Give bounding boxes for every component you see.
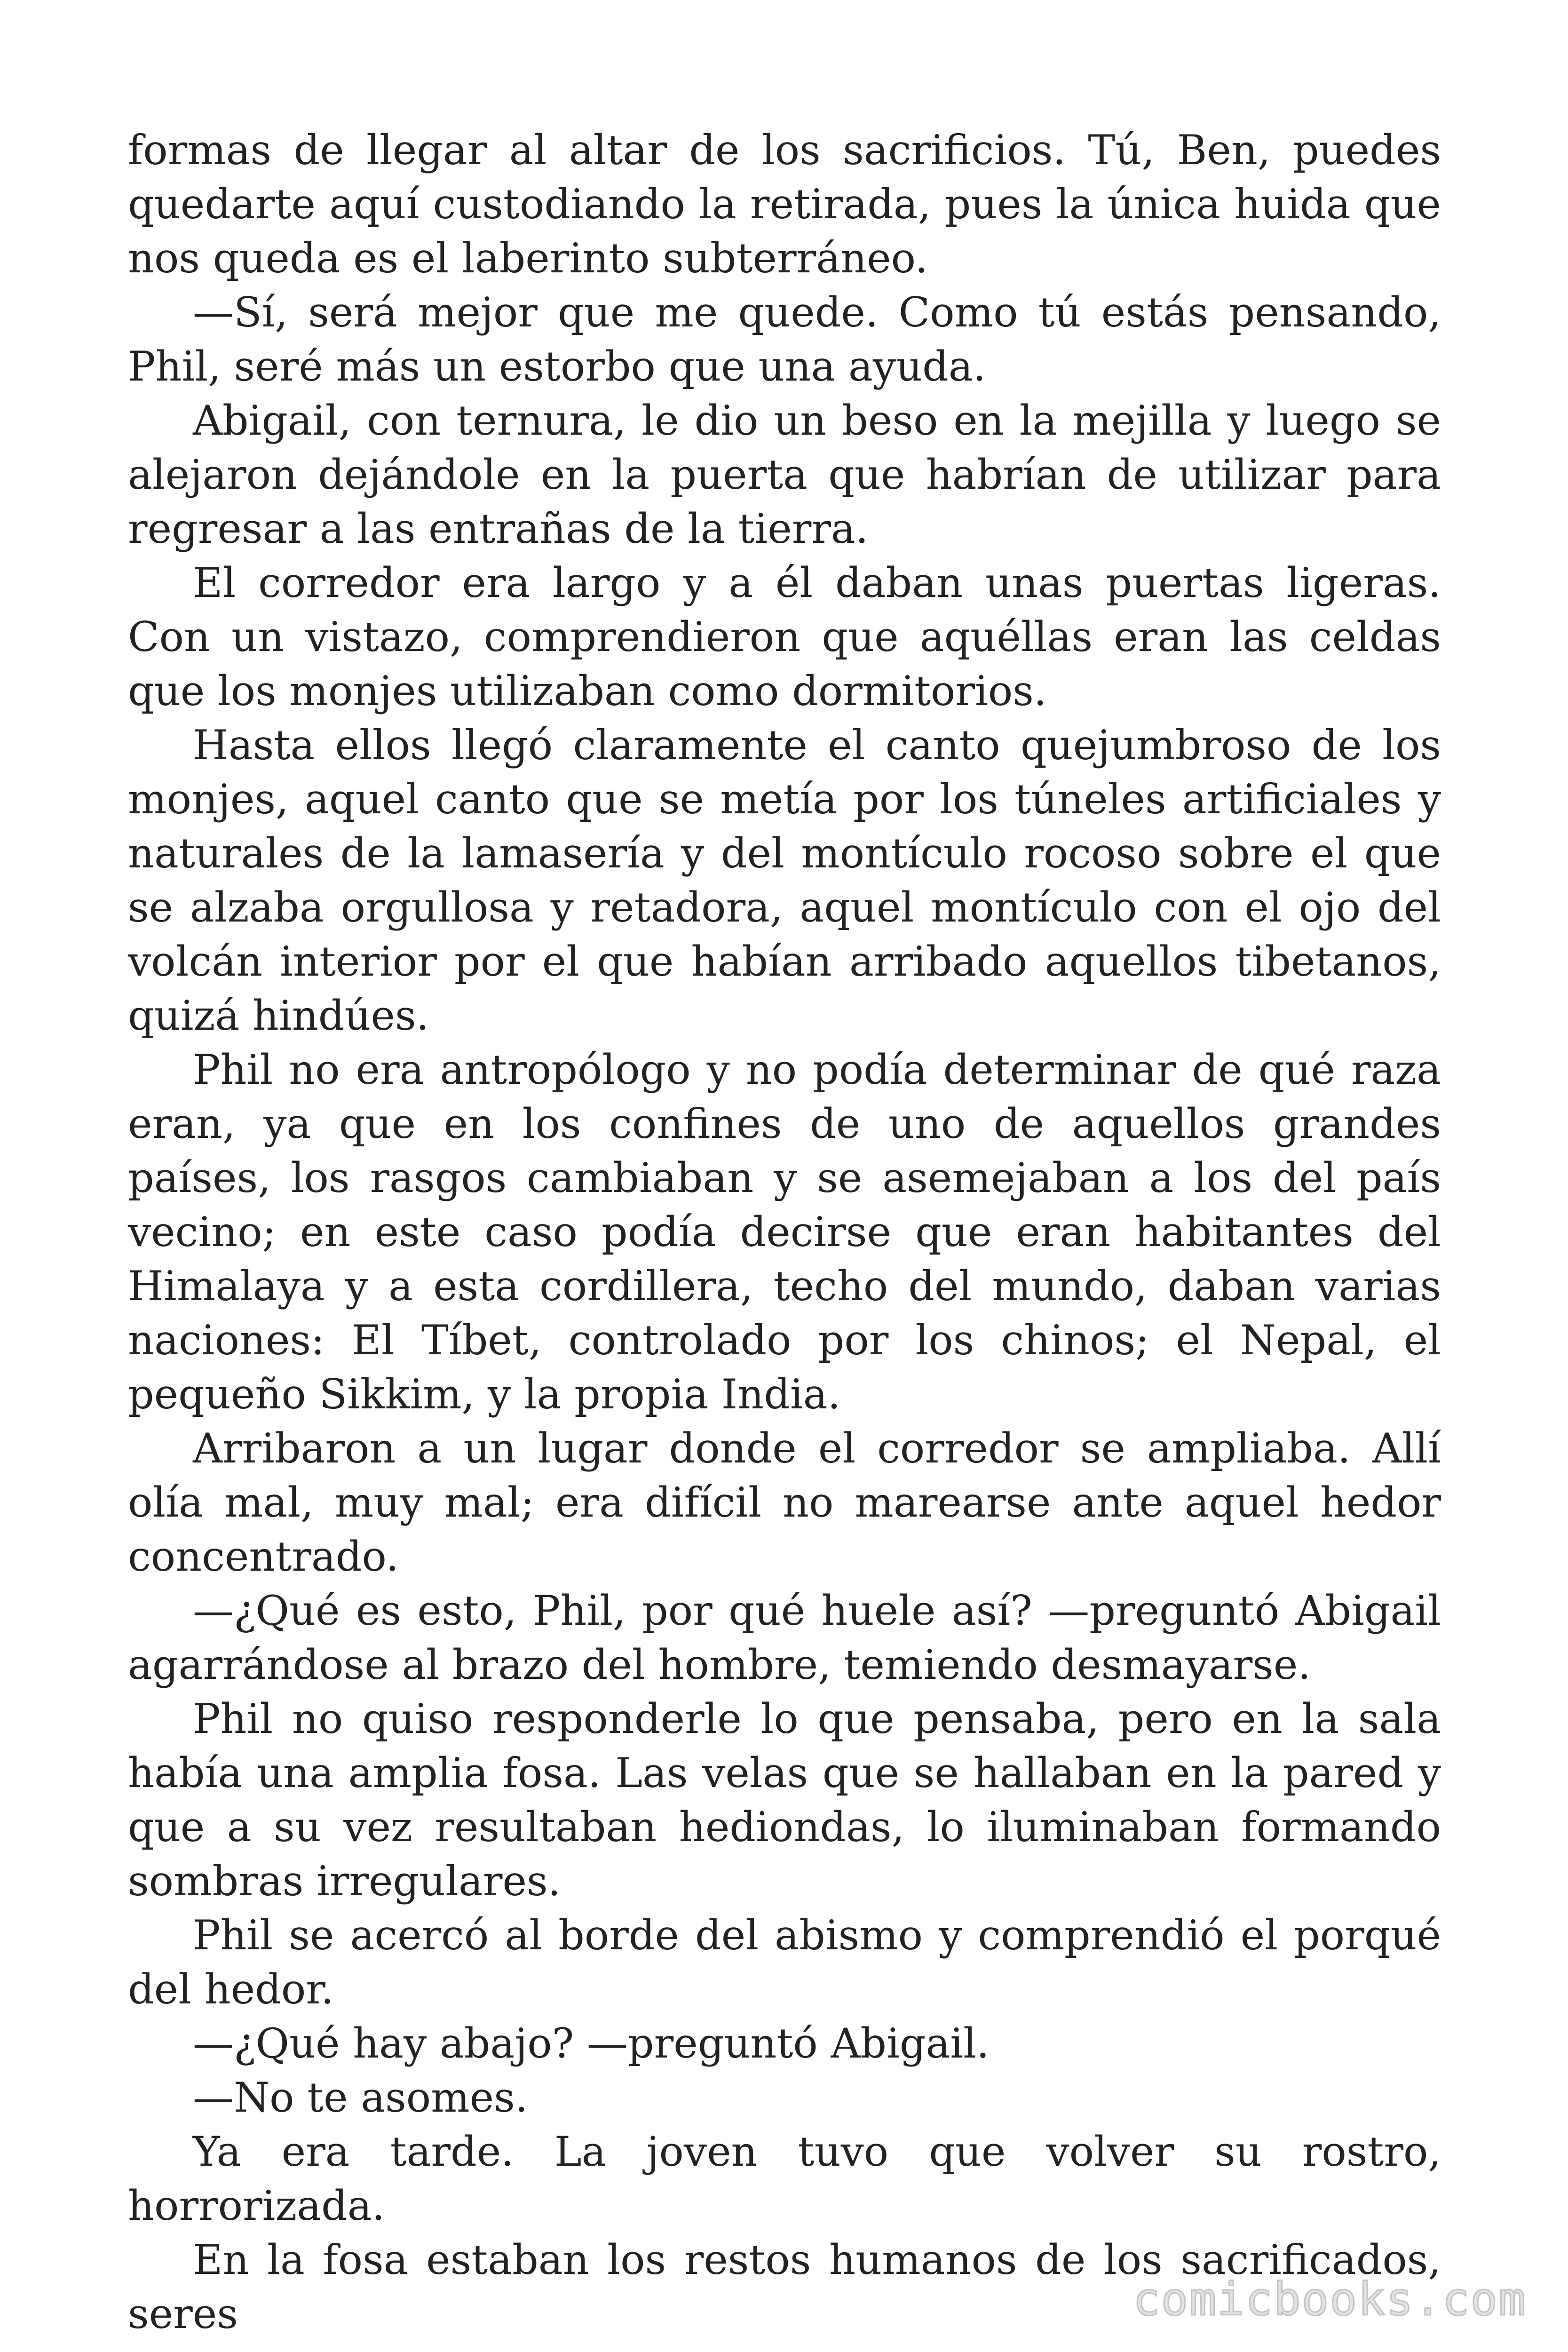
paragraph: —¿Qué es esto, Phil, por qué huele así? —preguntó Abigail agarrándose al brazo del hombre, temiendo desmayarse.	[128, 1587, 1441, 1689]
paragraph: Hasta ellos llegó claramente el canto quejumbroso de los monjes, aquel canto que se metía por los túneles artificiales y naturales de la lamasería y del montículo rocoso sobre el que se alzaba orgullosa y retadora, aquel montículo con el ojo del volcán interior por el que habían arribado aquellos tibetanos, quizá hindúes.	[128, 721, 1441, 1040]
paragraph: —No te asomes.	[193, 2074, 528, 2122]
paragraph: Abigail, con ternura, le dio un beso en la mejilla y luego se alejaron dejándole en la puerta que habrían de utilizar para regresar a las entrañas de la tierra.	[128, 397, 1441, 553]
paragraph: formas de llegar al altar de los sacrificios. Tú, Ben, puedes quedarte aquí custodiando la retirada, pues la única huida que nos queda es el laberinto subterráneo.	[128, 126, 1441, 282]
paragraph: El corredor era largo y a él daban unas puertas ligeras. Con un vistazo, comprendieron que aquéllas eran las celdas que los monjes utilizaban como dormitorios.	[128, 559, 1441, 715]
paragraph: Ya era tarde. La joven tuvo que volver su rostro, horrorizada.	[128, 2128, 1441, 2230]
paragraph: —¿Qué hay abajo? —preguntó Abigail.	[193, 2019, 990, 2067]
watermark: comicbooks.com	[1132, 2273, 1527, 2326]
paragraph: Phil se acercó al borde del abismo y comprendió el porqué del hedor.	[128, 1911, 1441, 2013]
paragraph: Arribaron a un lugar donde el corredor se ampliaba. Allí olía mal, muy mal; era difícil no marearse ante aquel hedor concentrado.	[128, 1424, 1441, 1581]
page-text	[128, 123, 1441, 2341]
paragraph: Phil no quiso responderle lo que pensaba, pero en la sala había una amplia fosa. Las velas que se hallaban en la pared y que a su vez resultaban hediondas, lo iluminaban formando sombras irregulares.	[128, 1695, 1441, 1905]
paragraph: Phil no era antropólogo y no podía determinar de qué raza eran, ya que en los confines de uno de aquellos grandes países, los rasgos cambiaban y se asemejaban a los del país vecino; en este caso podía decirse que eran habitantes del Himalaya y a esta cordillera, techo del mundo, daban varias naciones: El Tíbet, controlado por los chinos; el Nepal, el pequeño Sikkim, y la propia India.	[128, 1046, 1441, 1418]
paragraph: —Sí, será mejor que me quede. Como tú estás pensando, Phil, seré más un estorbo que una ayuda.	[128, 288, 1441, 390]
paragraph: En la fosa estaban los restos humanos de los sacrificados, seres	[128, 2236, 1441, 2338]
